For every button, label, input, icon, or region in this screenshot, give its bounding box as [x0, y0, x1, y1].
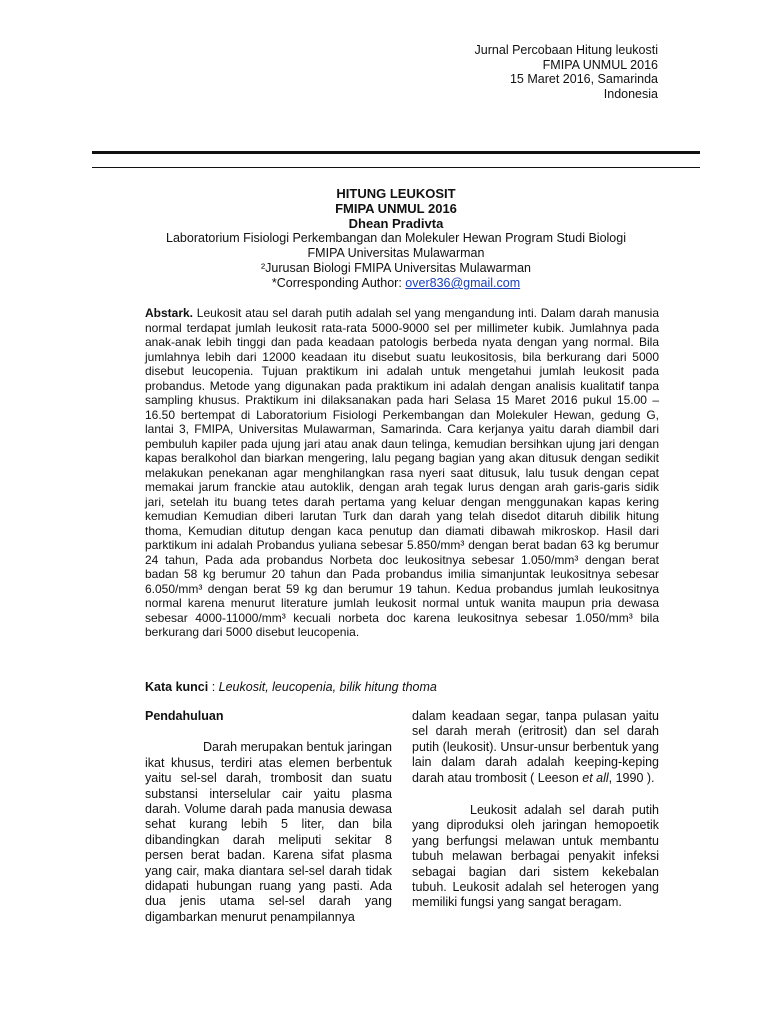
- abstract-label: Abstark.: [145, 306, 194, 320]
- author-name: Dhean Pradivta: [348, 216, 444, 231]
- corresponding-author: [92, 276, 700, 291]
- abstract: [145, 306, 659, 640]
- left-column: [145, 709, 392, 925]
- affiliation-1: Laboratorium Fisiologi Perkembangan dan Molekuler Hewan Program Studi Biologi: [166, 231, 626, 245]
- intro-paragraph-1-continued: [412, 709, 659, 786]
- abstract-text: Leukosit atau sel darah putih adalah sel yang mengandung inti. Dalam darah manusia normal terdapat jumlah leukosit rata-rata 5000-9000 sel per millimeter kubik. Jumlahnya pada anak-anak lebih tinggi dan pada keadaan patologis berbeda nyata dengan yang normal. Bila jumlahnya lebih dari 12000 keadaan itu disebut suatu leukositosis, bila berkurang dari 5000 disebut leucopenia. Tujuan praktikum ini adalah untuk mengetahui jumlah leukosit pada probandus. Metode yang digunakan pada praktikum ini adalah dengan analisis kualitatif tanpa sampling khusus. Praktikum ini dilaksanakan pada hari Selasa 15 Maret 2016 pukul 15.00 – 16.50 bertempat di Laboratorium Fisiologi Perkembangan dan Molekuler Hewan, gedung G, lantai 3, FMIPA, Universitas Mulawarman, Samarinda. Cara kerjanya yaitu darah diambil dari pembuluh kapiler pada ujung jari atau anak daun telinga, kemudian bersihkan ujung jari dengan kapas beralkohol dan biarkan mengering, lalu pegang bagian yang akan ditusuk dengan sedikit melakukan penekanan agar menghilangkan rasa nyeri saat ditusuk, lalu tusuk dengan cepat memakai jarum franckie atau autoklik, dengan arah tegak lurus dengan arah garis-garis sidik jari, setelah itu buang tetes darah pertama yang keluar dengan menggunakan kapas kering kemudian Kemudian diberi larutan Turk dan darah yang telah disedot ditaruh dibilik hitung thoma, Kemudian ditutup dengan kaca penutup dan diamati dibawah mikroskop. Hasil dari parktikum ini adalah Probandus yuliana sebesar 5.850/mm³ dengan berat badan 63 kg berumur 24 tahun, Pada ada probandus Norbeta doc leukositnya sebesar 1.050/mm³ dengan berat badan 58 kg berumur 20 tahun dan Pada probandus imilia simanjuntak leukositnya sebesar 6.050/mm³ dengan berat 59 kg dan berumur 19 tahun. Kedua probandus jumlah leukositnya normal karena menurut literature jumlah leukosit normal untuk wanita maupun pria dewasa sebesar 4000-11000/mm³ kecuali norbeta doc karena leukositnya sebesar 1.050/mm³ bila berkurang dari 5000 disebut leucopenia.: [145, 306, 659, 639]
- paper-subtitle: FMIPA UNMUL 2016: [335, 201, 457, 216]
- intro-paragraph-1-text-a: dalam keadaan segar, tanpa pulasan yaitu sel darah merah (eritrosit) dan sel darah putih (leukosit). Unsur-unsur berbentuk yang lain dalam darah adalah keeping-keping darah atau trombosit ( Leeson: [412, 709, 659, 785]
- intro-paragraph-2: Leukosit adalah sel darah putih yang diproduksi oleh jaringan hemopoetik yang berfungsi melawan untuk membantu tubuh melawan berbagai penyakit infeksi sebagai bagian dari sistem kekebalan tubuh. Leukosit adalah sel heterogen yang memiliki fungsi yang sangat beragam.: [412, 803, 659, 910]
- keywords-label: Kata kunci: [145, 680, 209, 694]
- journal-institution: FMIPA UNMUL 2016: [542, 57, 658, 72]
- journal-name: Jurnal Percobaan Hitung leukosti: [474, 43, 658, 57]
- header-rule-thin: [92, 167, 700, 168]
- email-link[interactable]: over836@gmail.com: [405, 276, 521, 290]
- intro-paragraph-1: Darah merupakan bentuk jaringan ikat khusus, terdiri atas elemen berbentuk yaitu sel-sel darah, trombosit dan suatu substansi interselular cair yaitu plasma darah. Volume darah pada manusia dewasa sehat kurang lebih 5 liter, dan bila dibandingkan darah meliputi sekitar 8 persen berat badan. Karena sifat plasma yang cair, maka diantara sel-sel darah tidak didapati hubungan ruang yang pasti. Ada dua jenis utama sel-sel darah yang digambarkan menurut penampilannya: [145, 740, 393, 924]
- paper-title: HITUNG LEUKOSIT: [336, 186, 456, 201]
- affiliation-2: ²Jurusan Biologi FMIPA Universitas Mulawarman: [260, 261, 531, 275]
- right-column: [412, 709, 659, 911]
- corresponding-label: *Corresponding Author:: [271, 276, 406, 290]
- header-rule-thick: [92, 151, 700, 154]
- citation-et-all: et all: [582, 770, 609, 785]
- journal-country: Indonesia: [603, 86, 658, 101]
- keywords: [145, 680, 659, 695]
- keywords-values: Leukosit, leucopenia, bilik hitung thoma: [218, 680, 437, 694]
- keywords-separator: :: [208, 680, 219, 694]
- journal-header: [475, 43, 658, 101]
- title-block: [92, 186, 700, 291]
- section-heading: Pendahuluan: [145, 709, 224, 723]
- intro-paragraph-1-text-b: , 1990 ).: [608, 770, 655, 785]
- affiliation-1b: FMIPA Universitas Mulawarman: [307, 246, 485, 260]
- journal-date-place: 15 Maret 2016, Samarinda: [509, 72, 658, 86]
